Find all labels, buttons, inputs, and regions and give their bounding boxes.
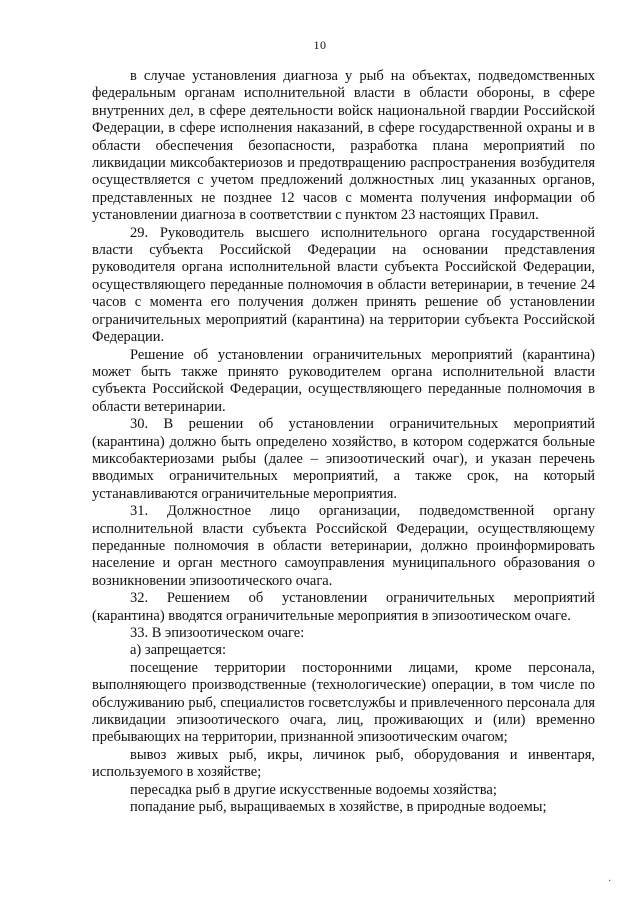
list-item-export-ban: вывоз живых рыб, икры, личинок рыб, оборудования и инвентаря, используемого в хозяйстве; [92, 746, 595, 781]
paragraph-33a: а) запрещается: [130, 642, 226, 659]
list-item-release-ban: попадание рыб, выращиваемых в хозяйстве, в природные водоемы; [130, 799, 547, 816]
paragraph-32: 32. Решением об установлении ограничительных мероприятий (карантина) вводятся ограничительные мероприятия в эпизоотическом очаге. [92, 590, 595, 624]
paragraph-33: 33. В эпизоотическом очаге: [130, 625, 305, 641]
list-item-visit-ban: посещение территории посторонними лицами, кроме персонала, выполняющего производственные (технологические) операции, в том числе по обслуживанию рыб, специалистов госветслужбы и привлеченного персонала для ликвидации эпизоотического очага, лиц, проживающих и (или) временно пребывающих на территории, признанной эпизоотическим очагом; [92, 659, 595, 746]
paragraph-diagnosis-case: в случае установления диагноза у рыб на объектах, подведомственных федеральным органам исполнительной власти в области обороны, в сфере внутренних дел, в сфере деятельности войск национальной гвардии Российской Федерации, в сфере исполнения наказаний, в сфере государственной охраны и в области обеспечения безопасности, разработка плана мероприятий по ликвидации миксобактериозов и предотвращению распространения возбудителя осуществляется с учетом предложений должностных лиц указанных органов, представленных не позднее 12 часов с момента получения информации об установлении диагноза в соответствии с пунктом 23 настоящих Правил. [92, 68, 595, 224]
document-body [92, 68, 595, 816]
page-number: 10 [313, 38, 327, 52]
paragraph-30: 30. В решении об установлении ограничительных мероприятий (карантина) должно быть определено хозяйство, в котором содержатся больные миксобактериозами рыбы (далее – эпизоотический очаг), и указан перечень вводимых ограничительных мероприятий, а также срок, на который устанавливаются ограничительные мероприятия. [92, 416, 595, 502]
list-item-transfer-ban: пересадка рыб в другие искусственные водоемы хозяйства; [130, 781, 497, 798]
paragraph-29: 29. Руководитель высшего исполнительного органа государственной власти субъекта Российской Федерации на основании представления руководителя органа исполнительной власти субъекта Российской Федерации, осуществляющего переданные полномочия в области ветеринарии, в течение 24 часов с момента его получения должен принять решение об установлении ограничительных мероприятий (карантина) на территории субъекта Российской Федерации. [92, 224, 595, 346]
paragraph-decision: Решение об установлении ограничительных мероприятий (карантина) может быть также принято руководителем органа исполнительной власти субъекта Российской Федерации, осуществляющего переданные полномочия в области ветеринарии. [92, 346, 595, 415]
scan-mark: · [608, 876, 612, 887]
paragraph-31: 31. Должностное лицо организации, подведомственной органу исполнительной власти субъекта Российской Федерации, осуществляющему переданные полномочия в области ветеринарии, должно проинформировать население и орган местного самоуправления муниципального образования о возникновении эпизоотического очага. [92, 503, 595, 589]
